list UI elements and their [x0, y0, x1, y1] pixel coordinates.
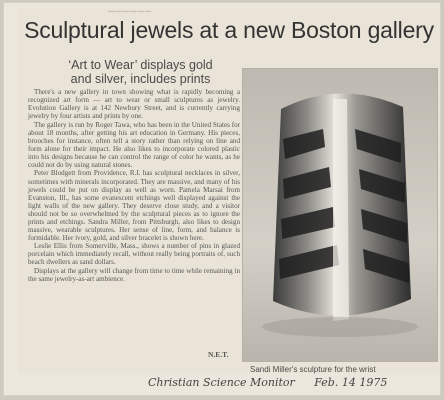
torn-header-fragment: ──────: [108, 6, 153, 13]
handwritten-date: Feb. 14 1975: [314, 376, 388, 389]
author-initials: N.E.T.: [208, 350, 229, 359]
newspaper-clipping: [18, 8, 440, 373]
subheadline: [48, 58, 233, 86]
bracelet-sculpture-image: [243, 69, 437, 361]
subheadline-line-1: ‘Art to Wear’ displays gold: [68, 58, 213, 72]
paragraph-5: Displays at the gallery will change from time to time while remaining in the same jewelry-as-art ambience.: [28, 267, 240, 284]
handwritten-publication: Christian Science Monitor: [148, 376, 295, 389]
paragraph-1: There's a new gallery in town showing what is rapidly becoming a recognized art form — art to wear or small sculptures as jewelry. Evolution Gallery is at 142 Newbury Street, and is currently carrying jewelry by four artists and prints by one.: [28, 88, 240, 121]
paragraph-3: Peter Blodgett from Providence, R.I. has sculptural necklaces in silver, sometimes with minerals incorporated. They are massive, and many of his jewels could be put on display as well as worn. Pamela Marsai from Evanston, Ill., has some evanescent etchings well displayed against the light walls of the new gallery. They deserve close study, and a visitor should not be so overwhelmed by the sculptural pieces as to ignore the prints and etchings. Sandra Miller, from Pittsburgh, also likes to design massive, wearable sculptures. Her sense of line, form, and balance is formidable. Her ivory, gold, and silver bracelet is shown here.: [28, 169, 240, 242]
scrapbook-page: [3, 2, 441, 396]
handwritten-annotation: [148, 376, 403, 389]
bracelet-photo: [242, 68, 438, 362]
photo-caption: Sandi Miller's sculpture for the wrist: [250, 365, 376, 374]
headline: Sculptural jewels at a new Boston gallery: [24, 17, 434, 43]
paragraph-4: Leslie Ellis from Somerville, Mass., shows a number of pins in glazed porcelain which immediately recall, without really being portraits of, such beach dwellers as sand dollars.: [28, 242, 240, 267]
subheadline-line-2: and silver, includes prints: [70, 72, 211, 86]
paragraph-2: The gallery is run by Roger Tawa, who has been in the United States for about 18 months, after getting his art education in Germany. His pieces, brooches for instance, often tell a story rather than relying on line and form alone for their impact. He also likes to incorporate colored plastic into his designs because he can control the range of color he wants, as he could not do by using natural stones.: [28, 120, 240, 169]
article-body: [28, 88, 240, 284]
